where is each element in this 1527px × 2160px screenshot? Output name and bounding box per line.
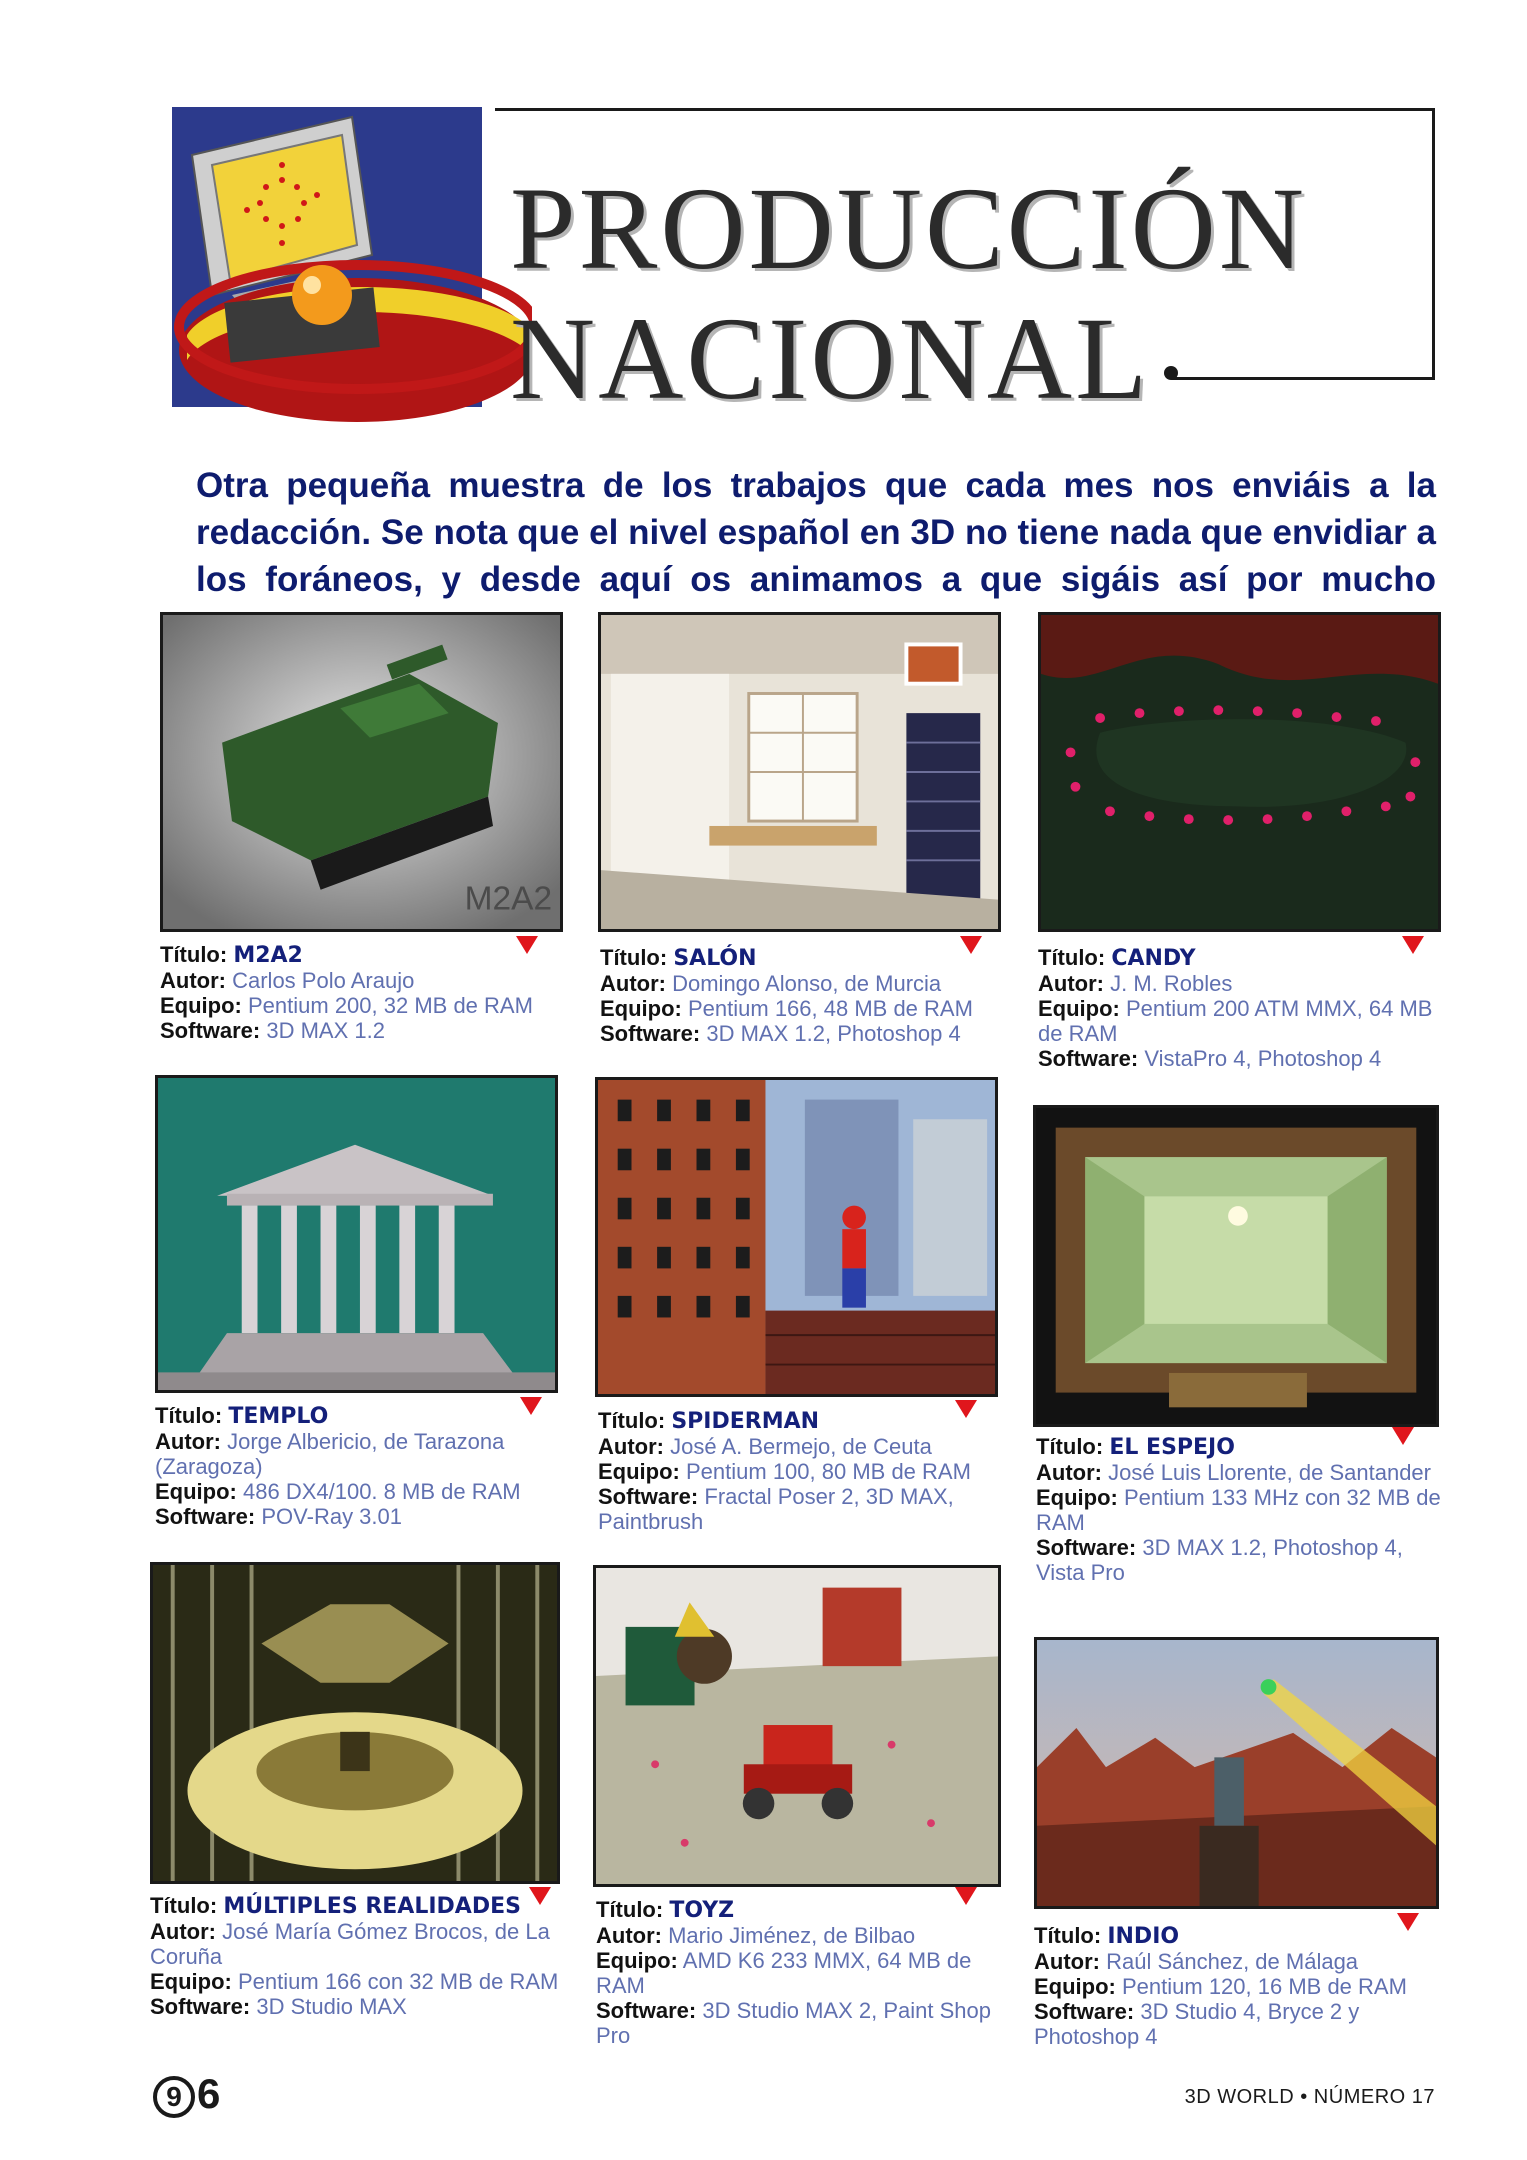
work-author: José A. Bermejo, de Ceuta: [670, 1434, 932, 1459]
page-number-digit: 6: [197, 2070, 221, 2117]
label-software: Software:: [150, 1994, 251, 2019]
work-title: SPIDERMAN: [671, 1409, 820, 1434]
label-titulo: Título:: [150, 1893, 218, 1918]
red-triangle-marker: [520, 1397, 542, 1415]
work-software: 3D MAX 1.2: [266, 1018, 385, 1043]
work-title: M2A2: [233, 943, 303, 968]
work-title: EL ESPEJO: [1109, 1435, 1235, 1460]
work-title: CANDY: [1111, 946, 1196, 971]
work-caption-templo: [155, 1403, 560, 1529]
label-equipo: Equipo:: [596, 1948, 678, 1973]
work-equipment: 486 DX4/100. 8 MB de RAM: [243, 1479, 521, 1504]
work-author: Jorge Albericio, de Tarazona (Zaragoza): [155, 1429, 505, 1479]
label-autor: Autor:: [150, 1919, 216, 1944]
work-caption-toyz: [596, 1897, 1001, 2048]
work-equipment: Pentium 200, 32 MB de RAM: [248, 993, 533, 1018]
work-software: 3D Studio 4, Bryce 2 y Photoshop 4: [1034, 1999, 1360, 2049]
label-autor: Autor:: [1036, 1460, 1102, 1485]
work-image-candy: [1038, 612, 1441, 932]
label-autor: Autor:: [155, 1429, 221, 1454]
label-equipo: Equipo:: [160, 993, 242, 1018]
work-caption-spiderman: [598, 1408, 1003, 1534]
work-caption-el-espejo: [1036, 1434, 1441, 1585]
work-title: TEMPLO: [228, 1404, 329, 1429]
label-software: Software:: [596, 1998, 697, 2023]
label-equipo: Equipo:: [1038, 996, 1120, 1021]
red-triangle-marker: [529, 1887, 551, 1905]
page-number: [153, 2070, 220, 2118]
label-software: Software:: [160, 1018, 261, 1043]
label-titulo: Título:: [1038, 945, 1106, 970]
work-caption-salon: [600, 945, 1005, 1046]
work-author: Carlos Polo Araujo: [232, 968, 415, 993]
work-equipment: Pentium 100, 80 MB de RAM: [686, 1459, 971, 1484]
magazine-issue: 3D WORLD • NÚMERO 17: [1184, 2086, 1435, 2108]
label-equipo: Equipo:: [150, 1969, 232, 1994]
work-software: VistaPro 4, Photoshop 4: [1144, 1046, 1382, 1071]
work-image-templo: [155, 1075, 558, 1393]
work-author: Domingo Alonso, de Murcia: [672, 971, 942, 996]
work-title: INDIO: [1107, 1924, 1180, 1949]
label-autor: Autor:: [600, 971, 666, 996]
red-triangle-marker: [1392, 1427, 1414, 1445]
label-titulo: Título:: [596, 1897, 664, 1922]
label-autor: Autor:: [1038, 971, 1104, 996]
work-software: 3D Studio MAX 2, Paint Shop Pro: [596, 1998, 991, 2048]
work-software: 3D MAX 1.2, Photoshop 4, Vista Pro: [1036, 1535, 1403, 1585]
work-image-salon: [598, 612, 1001, 932]
label-equipo: Equipo:: [598, 1459, 680, 1484]
label-equipo: Equipo:: [600, 996, 682, 1021]
work-title: TOYZ: [669, 1898, 735, 1923]
label-software: Software:: [1036, 1535, 1137, 1560]
work-author: José María Gómez Brocos, de La Coruña: [150, 1919, 550, 1969]
work-image-el-espejo: [1033, 1105, 1439, 1427]
red-triangle-marker: [955, 1887, 977, 1905]
work-caption-candy: [1038, 945, 1443, 1071]
page-number-circled-digit: 9: [153, 2076, 195, 2118]
label-equipo: Equipo:: [1036, 1485, 1118, 1510]
work-author: José Luis Llorente, de Santander: [1108, 1460, 1431, 1485]
label-autor: Autor:: [1034, 1949, 1100, 1974]
red-triangle-marker: [955, 1400, 977, 1418]
work-author: Mario Jiménez, de Bilbao: [668, 1923, 916, 1948]
label-equipo: Equipo:: [155, 1479, 237, 1504]
label-titulo: Título:: [1034, 1923, 1102, 1948]
work-equipment: Pentium 166 con 32 MB de RAM: [238, 1969, 559, 1994]
label-software: Software:: [1034, 1999, 1135, 2024]
work-equipment: Pentium 133 MHz con 32 MB de RAM: [1036, 1485, 1441, 1535]
header-frame-dot: [1164, 366, 1178, 380]
label-titulo: Título:: [155, 1403, 223, 1428]
label-titulo: Título:: [160, 942, 228, 967]
work-author: J. M. Robles: [1110, 971, 1233, 996]
label-autor: Autor:: [598, 1434, 664, 1459]
work-title: MÚLTIPLES REALIDADES: [223, 1894, 521, 1919]
label-titulo: Título:: [600, 945, 668, 970]
work-software: Fractal Poser 2, 3D MAX, Paintbrush: [598, 1484, 954, 1534]
intro-paragraph: Otra pequeña muestra de los trabajos que cada mes nos enviáis a la redacción. Se nota que el nivel español en 3D no tiene nada que envidiar a los foráneos, y desde aquí os animamos a que sigáis así por mucho: [196, 466, 1436, 599]
work-software: 3D Studio MAX: [256, 1994, 407, 2019]
label-autor: Autor:: [160, 968, 226, 993]
work-equipment: Pentium 200 ATM MMX, 64 MB de RAM: [1038, 996, 1433, 1046]
work-title: SALÓN: [673, 946, 757, 971]
work-equipment: Pentium 120, 16 MB de RAM: [1122, 1974, 1407, 1999]
label-software: Software:: [600, 1021, 701, 1046]
work-image-m2a2: [160, 612, 563, 932]
work-image-indio: [1034, 1637, 1439, 1909]
work-image-spiderman: [595, 1077, 998, 1397]
red-triangle-marker: [960, 936, 982, 954]
page-title-line2: NACIONAL: [510, 293, 1151, 424]
work-caption-indio: [1034, 1923, 1439, 2049]
work-caption-multiples-realidades: [150, 1893, 560, 2019]
spain-3d-logo-image: [172, 95, 532, 430]
label-software: Software:: [598, 1484, 699, 1509]
work-equipment: AMD K6 233 MMX, 64 MB de RAM: [596, 1948, 972, 1998]
label-software: Software:: [1038, 1046, 1139, 1071]
m2a2-image-text: M2A2: [464, 880, 553, 918]
label-titulo: Título:: [598, 1408, 666, 1433]
work-equipment: Pentium 166, 48 MB de RAM: [688, 996, 973, 1021]
work-caption-m2a2: [160, 942, 565, 1043]
work-image-multiples-realidades: [150, 1562, 560, 1884]
work-software: POV-Ray 3.01: [261, 1504, 403, 1529]
label-titulo: Título:: [1036, 1434, 1104, 1459]
work-author: Raúl Sánchez, de Málaga: [1106, 1949, 1359, 1974]
label-equipo: Equipo:: [1034, 1974, 1116, 1999]
red-triangle-marker: [516, 936, 538, 954]
work-image-toyz: [593, 1565, 1001, 1887]
red-triangle-marker: [1402, 936, 1424, 954]
label-software: Software:: [155, 1504, 256, 1529]
work-software: 3D MAX 1.2, Photoshop 4: [706, 1021, 961, 1046]
page-title-line1: PRODUCCIÓN: [510, 163, 1308, 294]
label-autor: Autor:: [596, 1923, 662, 1948]
red-triangle-marker: [1397, 1913, 1419, 1931]
